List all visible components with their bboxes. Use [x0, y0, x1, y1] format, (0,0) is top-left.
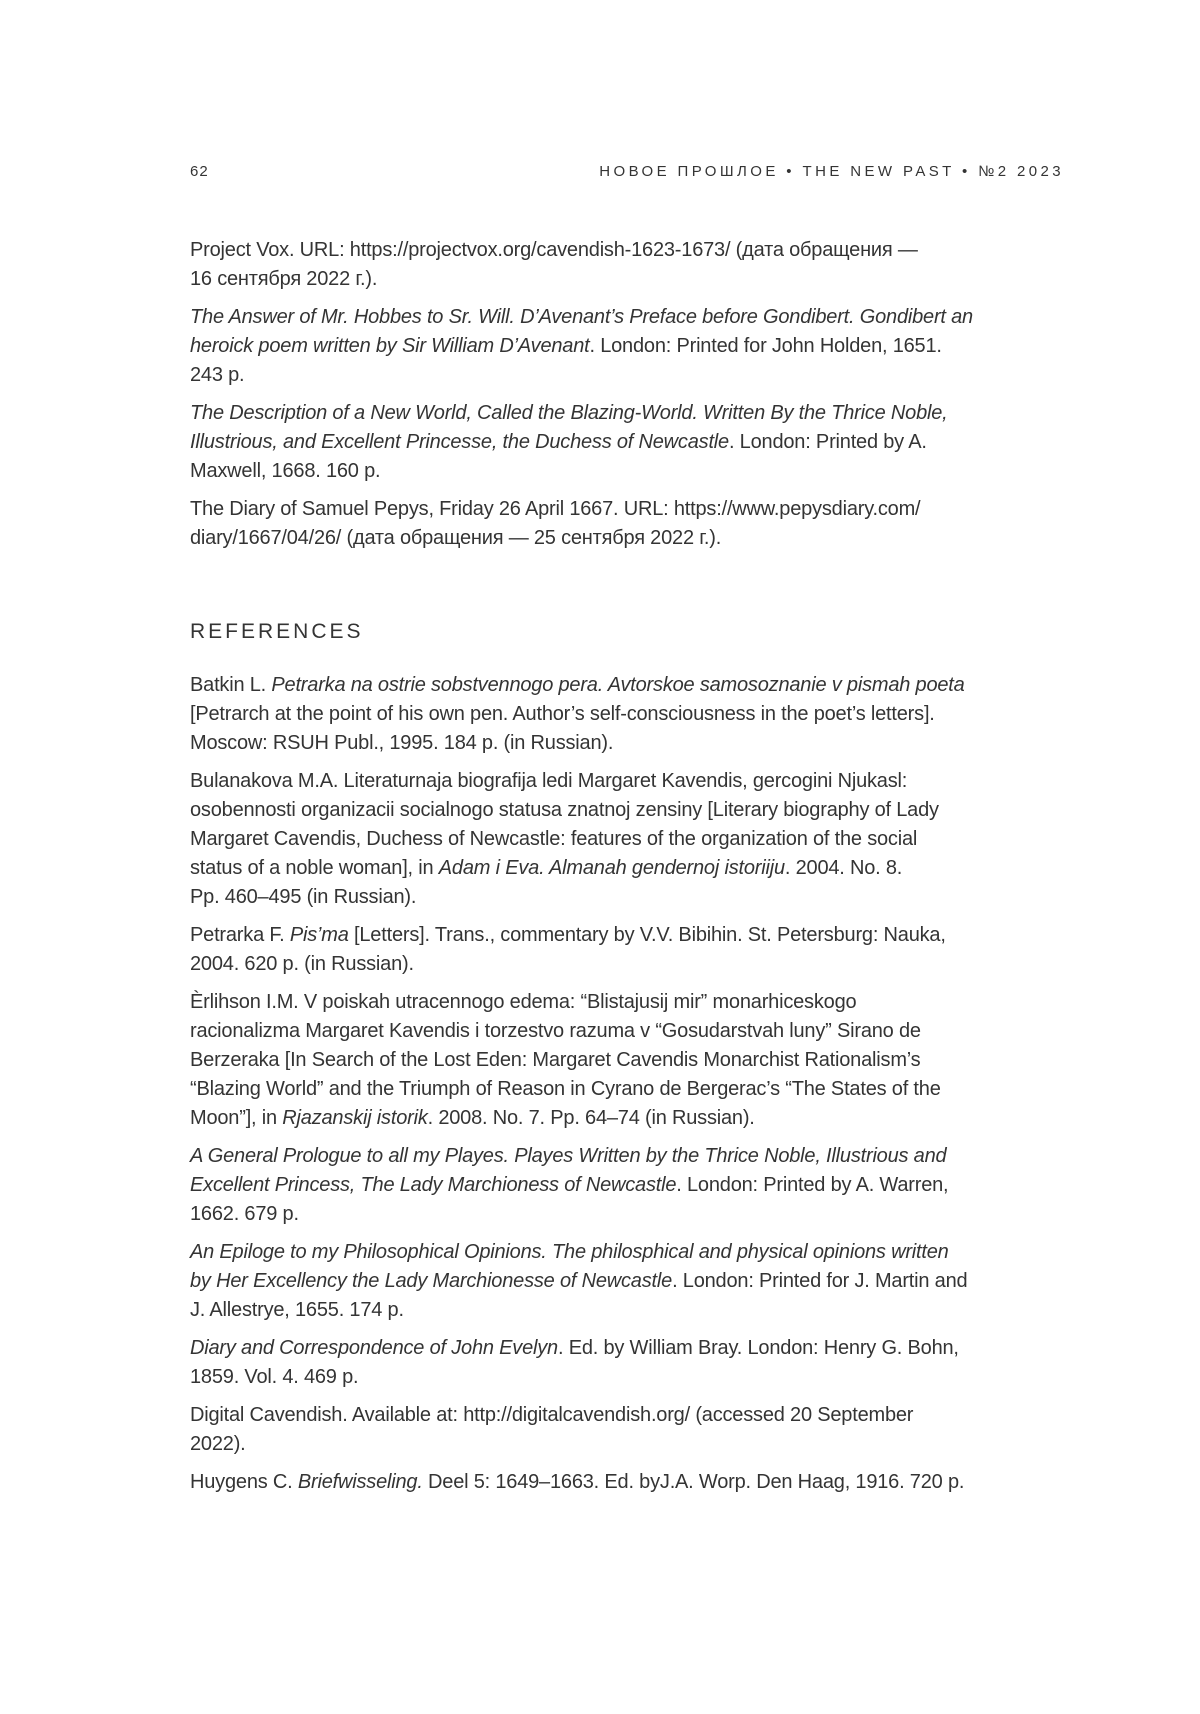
- reference-title-segment: Adam i Eva. Almanah gendernoj istoriiju: [438, 857, 785, 879]
- reference-title-segment: A General Prologue to all my Playes. Playes Written by the Thrice Noble, Illustrious and Excellent Princess, The Lady Marchioness of Newcastle: [190, 1145, 947, 1196]
- running-title: НОВОЕ ПРОШЛОЕ • THE NEW PAST • №2 2023: [599, 163, 1064, 180]
- reference-text-segment: Huygens C.: [190, 1471, 298, 1493]
- reference-entry: [190, 303, 1056, 390]
- reference-entry: [190, 236, 1056, 294]
- reference-text-segment: [Letters]. Trans., commentary by V.V. Bibihin. St. Petersburg: Nauka, 2004. 620 p. (in Russian).: [190, 924, 946, 975]
- page-number: 62: [190, 163, 209, 180]
- reference-entry: [190, 767, 1056, 912]
- reference-title-segment: The Answer of Mr. Hobbes to Sr. Will. D’Avenant’s Preface before Gondibert. Gondibert an heroick poem written by Sir William D’Avenant: [190, 306, 973, 357]
- reference-text-segment: . London: Printed by A. Warren, 1662. 679 p.: [190, 1174, 949, 1225]
- reference-entry: [190, 399, 1056, 486]
- reference-entry: [190, 921, 1056, 979]
- references-list: [190, 671, 1056, 1497]
- reference-text-segment: Petrarka F.: [190, 924, 290, 946]
- reference-entry: [190, 495, 1056, 553]
- bibliography-continued-list: [190, 236, 1056, 553]
- reference-text-segment: The Diary of Samuel Pepys, Friday 26 April 1667. URL: https://www.pepysdiary.com/ diary/1667/04/26/ (дата обращения — 25 сентября 2022 г.).: [190, 498, 921, 549]
- reference-title-segment: Briefwisseling.: [297, 1471, 423, 1493]
- reference-title-segment: Diary and Correspondence of John Evelyn: [190, 1337, 558, 1359]
- reference-title-segment: The Description of a New World, Called the Blazing-World. Written By the Thrice Noble, Illustrious, and Excellent Princesse, the Duchess of Newcastle: [190, 402, 948, 453]
- reference-text-segment: [Petrarch at the point of his own pen. Author’s self-consciousness in the poet’s letters]. Moscow: RSUH Publ., 1995. 184 p. (in Russian).: [190, 703, 935, 754]
- reference-text-segment: . London: Printed for J. Martin and J. Allestrye, 1655. 174 p.: [190, 1270, 968, 1321]
- reference-entry: [190, 1238, 1056, 1325]
- reference-entry: [190, 1142, 1056, 1229]
- references-heading: REFERENCES: [190, 620, 364, 643]
- reference-text-segment: Èrlihson I.M. V poiskah utracennogo edema: “Blistajusij mir” monarhiceskogo racionalizma Margaret Kavendis i torzestvo razuma v “Gosudarstvah luny” Sirano de Berzeraka [In Search of the Lost Eden: Margaret Cavendis Monarchist Rationalism’s “Blazing World” and the Triumph of Reason in Cyrano de Bergerac’s “The States of the Moon”], in: [190, 991, 941, 1129]
- reference-title-segment: Petrarka na ostrie sobstvennogo pera. Avtorskoe samosoznanie v pismah poeta: [271, 674, 965, 696]
- reference-entry: [190, 1401, 1056, 1459]
- reference-entry: [190, 671, 1056, 758]
- reference-text-segment: . 2008. No. 7. Pp. 64–74 (in Russian).: [427, 1107, 755, 1129]
- reference-entry: [190, 988, 1056, 1133]
- reference-text-segment: . 2004. No. 8. Pp. 460–495 (in Russian).: [190, 857, 903, 908]
- reference-title-segment: An Epiloge to my Philosophical Opinions. The philosphical and physical opinions written by Her Excellency the Lady Marchionesse of Newcastle: [190, 1241, 949, 1292]
- reference-entry: [190, 1334, 1056, 1392]
- reference-title-segment: Rjazanskij istorik: [282, 1107, 428, 1129]
- page-header: [190, 163, 1064, 180]
- reference-title-segment: Pis’ma: [289, 924, 349, 946]
- reference-text-segment: . Ed. by William Bray. London: Henry G. Bohn, 1859. Vol. 4. 469 p.: [190, 1337, 959, 1388]
- reference-text-segment: Digital Cavendish. Available at: http://digitalcavendish.org/ (accessed 20 September 2022).: [190, 1404, 914, 1455]
- reference-text-segment: Bulanakova M.A. Literaturnaja biografija ledi Margaret Kavendis, gercogini Njukasl: osobennosti organizacii socialnogo statusa znatnoj zensiny [Literary biography of Lady Margaret Cavendis, Duchess of Newcastle: features of the organization of the social status of a noble woman], in: [190, 770, 939, 879]
- reference-entry: [190, 1468, 1056, 1497]
- reference-text-segment: . London: Printed for John Holden, 1651. 243 p.: [190, 335, 942, 386]
- references-content: [190, 236, 1056, 1506]
- reference-text-segment: Batkin L.: [190, 674, 272, 696]
- reference-text-segment: Deel 5: 1649–1663. Ed. byJ.A. Worp. Den Haag, 1916. 720 p.: [422, 1471, 965, 1493]
- reference-text-segment: Project Vox. URL: https://projectvox.org/cavendish-1623-1673/ (дата обращения — 16 сентября 2022 г.).: [190, 239, 918, 290]
- reference-text-segment: . London: Printed by A. Maxwell, 1668. 160 p.: [190, 431, 927, 482]
